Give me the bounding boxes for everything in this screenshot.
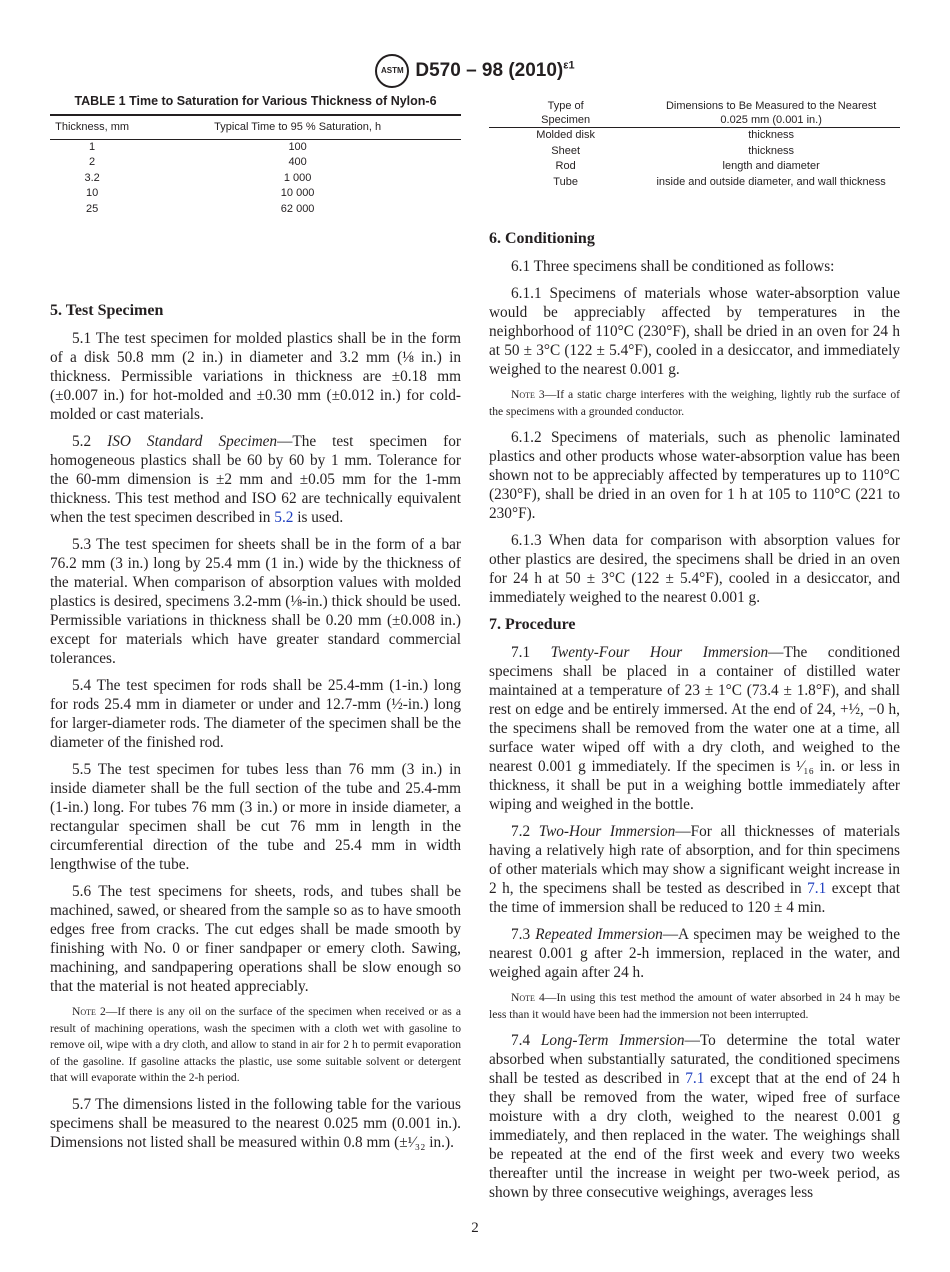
paragraph-text: —For all thicknesses of materials having a relatively high rate of absorption, and for thin specimens of other materials which may show a significant weight increase in 2 h, the specimens shall be tested as described in [489,823,900,897]
note-label: Note 2 [72,1005,106,1018]
col-header: Dimensions to Be Measured to the Nearest 0.025 mm (0.001 in.) [642,100,900,128]
paragraph-text: —The test specimen for homogeneous plastics shall be 60 by 60 by 1 mm. Tolerance for the 60-mm dimension is ±2 mm and ±0.05 mm for the 1-mm thickness. This test method and ISO 62 are technically equivalent when the test specimen described in [50,433,461,526]
specimen-dimensions-table [489,100,900,190]
right-column [489,221,900,1210]
note-label: Note 4 [511,991,545,1004]
section-heading: 7. Procedure [489,616,576,633]
page-number: 2 [471,1220,479,1236]
paragraph [50,760,461,874]
paragraph-text: except that at the end of 24 h they shall be removed from the water, wiped free of surface moisture with a dry cloth, weighed to the nearest 0.001 g immediately, and then replaced in the water. The weighings shall be repeated at the end of the first week and every two weeks thereafter until the increase in weight per two-week period, as shown by three consecutive weighings, averages less [489,1070,900,1201]
paragraph-text: 5.1 The test specimen for molded plastics shall be in the form of a disk 50.8 mm (2 in.) in diameter and 3.2 mm (⅛ in.) in thickness. Permissible variations in thickness are ±0.18 mm (±0.007 in.) for hot-molded and ±0.30 mm (±0.012 in.) for cold-molded or cast materials. [50,330,461,423]
paragraph [50,676,461,752]
table-row [489,159,900,175]
paragraph-text: 6.1.2 Specimens of materials, such as phenolic laminated plastics and other products whose water-absorption value has been shown not to be appreciably affected by temperatures up to 110°C (230°F), shall be dried in an oven for 1 h at 105 to 110°C (221 to 230°F). [489,429,900,522]
table-row [50,171,461,187]
paragraph-title: Two-Hour Immersion [538,823,676,840]
paragraph-text: 5.5 The test specimen for tubes less than 76 mm (3 in.) in inside diameter shall be the full section of the tube and 25.4-mm (1-in.) long. For tubes 76 mm (3 in.) or more in inside diameter, a rectangular specimen shall be cut 76 mm in length in the circumferential direction of the tube and 25.4 mm in width lengthwise of the tube. [50,761,461,873]
table-cell: Tube [553,175,578,188]
paragraph-text: 5.6 The test specimens for sheets, rods, and tubes shall be machined, sawed, or sheared from the sample so as to have smooth edges free from cracks. The cut edges shall be made smooth by finishing with No. 0 or finer sandpaper or emery cloth. Sawing, machining, and sandpapering operations shall be slow enough so that the material is not heated appreciably. [50,883,461,995]
section-link[interactable]: 5.2 [274,509,294,526]
page-header [0,54,950,88]
paragraph-text: is used. [293,509,344,526]
table-row [50,139,461,155]
table-cell: 25 [85,202,99,215]
table-cell: 10 [85,187,99,199]
table-1-caption: TABLE 1 Time to Saturation for Various Thickness of Nylon-6 [50,94,461,116]
note-label: Note 3 [511,388,545,401]
table-cell: 10 000 [280,187,315,199]
section-link[interactable]: 7.1 [685,1070,705,1087]
paragraph-text: 6.1 Three specimens shall be conditioned as follows: [511,258,835,275]
table-row [489,175,900,191]
table-cell: 2 [89,156,96,168]
paragraph-text: —If a static charge interferes with the weighing, lightly rub the surface of the specimens with a grounded conductor. [489,388,900,418]
paragraph-text: 5.7 The dimensions listed in the following table for the various specimens shall be measured to the nearest 0.025 mm (0.001 in.). Dimensions not listed shall be measured within 0.8 mm (±¹⁄₃₂ in.). [50,1095,461,1151]
section-link[interactable]: 7.1 [807,880,827,897]
col-header: Typical Time to 95 % Saturation, h [134,116,461,139]
table-cell: 3.2 [84,171,100,184]
table-cell: 1 [89,140,96,153]
paragraph [50,432,461,527]
table-cell: length and diameter [722,160,820,172]
paragraph [50,882,461,996]
table-cell: thickness [748,144,795,157]
paragraph [489,822,900,917]
epsilon-superscript: ε1 [563,59,575,72]
table-cell: 62 000 [280,202,315,215]
paragraph [489,531,900,607]
col-header: Thickness, mm [50,116,134,139]
table-cell: 400 [288,156,307,168]
table-cell: thickness [748,129,795,141]
table-row [489,144,900,160]
table-cell: Sheet [551,144,581,157]
paragraph-title: Long-Term Immersion [540,1032,685,1049]
paragraph [489,257,900,276]
table-1 [50,94,461,217]
table-row [50,186,461,202]
table-cell: 100 [288,140,307,153]
standard-code: D570 – 98 (2010) [415,60,564,82]
paragraph-text: 6.1.1 Specimens of materials whose water-absorption value would be appreciably affected by temperatures in the neighborhood of 110°C (230°F), shall be dried in an oven for 24 h at 50 ± 3°C (122 ± 5.4°F), cooled in a desiccator, and immediately weighed to the nearest 0.001 g. [489,285,900,378]
paragraph-text: except that the time of immersion shall be reduced to 120 ± 4 min. [489,880,900,916]
col-header: Type of Specimen [489,100,642,128]
note-paragraph [50,1004,461,1087]
paragraph-text: —To determine the total water absorbed when substantially saturated, the conditioned specimens shall be tested as described in [489,1032,900,1087]
left-column [50,293,461,1160]
note-paragraph [489,387,900,420]
table-cell: Rod [555,160,576,172]
paragraph-title: Twenty-Four Hour Immersion [550,644,769,661]
paragraph [50,329,461,424]
astm-logo: ASTM [375,54,409,88]
paragraph-text: 6.1.3 When data for comparison with absorption values for other plastics are desired, the specimens shall be dried in an oven for 24 h at 50 ± 3°C (122 ± 5.4°F), cooled in a desiccator, and immediately weighed to the nearest 0.001 g. [489,532,900,606]
paragraph [50,1095,461,1152]
paragraph-title: ISO Standard Specimen [107,433,278,450]
paragraph-text: 7.4 [511,1032,541,1049]
paragraph-text: 7.2 [511,823,539,840]
paragraph [489,1031,900,1202]
table-row [50,155,461,171]
paragraph [489,284,900,379]
paragraph-text: —A specimen may be weighed to the nearest 0.001 g after 2-h immersion, replaced in the water, and weighed again after 24 h. [489,926,900,981]
paragraph-text: —In using this test method the amount of water absorbed in 24 h may be less than it would have been had the immersion not been interrupted. [489,991,900,1021]
paragraph-text: 5.2 [72,433,108,450]
table-row [489,128,900,144]
table-cell: inside and outside diameter, and wall thickness [656,175,886,188]
paragraph-title: Repeated Immersion [535,926,663,943]
table-row [50,202,461,218]
paragraph-text: 5.4 The test specimen for rods shall be 25.4-mm (1-in.) long for rods 25.4 mm in diameter or under and 12.7-mm (½-in.) long for larger-diameter rods. The diameter of the specimen shall be the diameter of the finished rod. [50,677,461,751]
table-cell: Molded disk [536,129,595,141]
paragraph [489,428,900,523]
paragraph-text: —If there is any oil on the surface of the specimen when received or as a result of machining operations, wash the specimen with a cloth wet with gasoline to remove oil, wipe with a dry cloth, and allow to stand in air for 2 h to permit evaporation of the gasoline. If gasoline attacks the plastic, use some suitable solvent or detergent that will evaporate within the 2-h period. [50,1005,461,1084]
paragraph [50,535,461,668]
note-paragraph [489,990,900,1023]
paragraph [489,643,900,814]
section-heading: 5. Test Specimen [50,302,164,319]
paragraph-text: —The conditioned specimens shall be placed in a container of distilled water maintained at a temperature of 23 ± 1°C (73.4 ± 1.8°F), and shall rest on edge and be entirely immersed. At the end of 24, +½, −0 h, the specimens shall be removed from the water one at a time, all surface water wiped off with a dry cloth, and weighed to the nearest 0.001 g immediately. If the specimen is ¹⁄₁₆ in. or less in thickness, it shall be put in a weighing bottle immediately after wiping and weighed in the bottle. [489,644,900,813]
paragraph-text: 5.3 The test specimen for sheets shall be in the form of a bar 76.2 mm (3 in.) long by 25.4 mm (1 in.) wide by the thickness of the material. When comparison of absorption values with molded plastics is desired, specimens 3.2-mm (⅛-in.) thick should be used. Permissible variations in thickness shall be 0.20 mm (±0.008 in.) except for materials which have greater standard commercial tolerances. [50,536,461,667]
table-cell: 1 000 [283,171,312,184]
paragraph-text: 7.1 [511,644,551,661]
paragraph [489,925,900,982]
paragraph-text: 7.3 [511,926,536,943]
section-heading: 6. Conditioning [489,230,595,247]
